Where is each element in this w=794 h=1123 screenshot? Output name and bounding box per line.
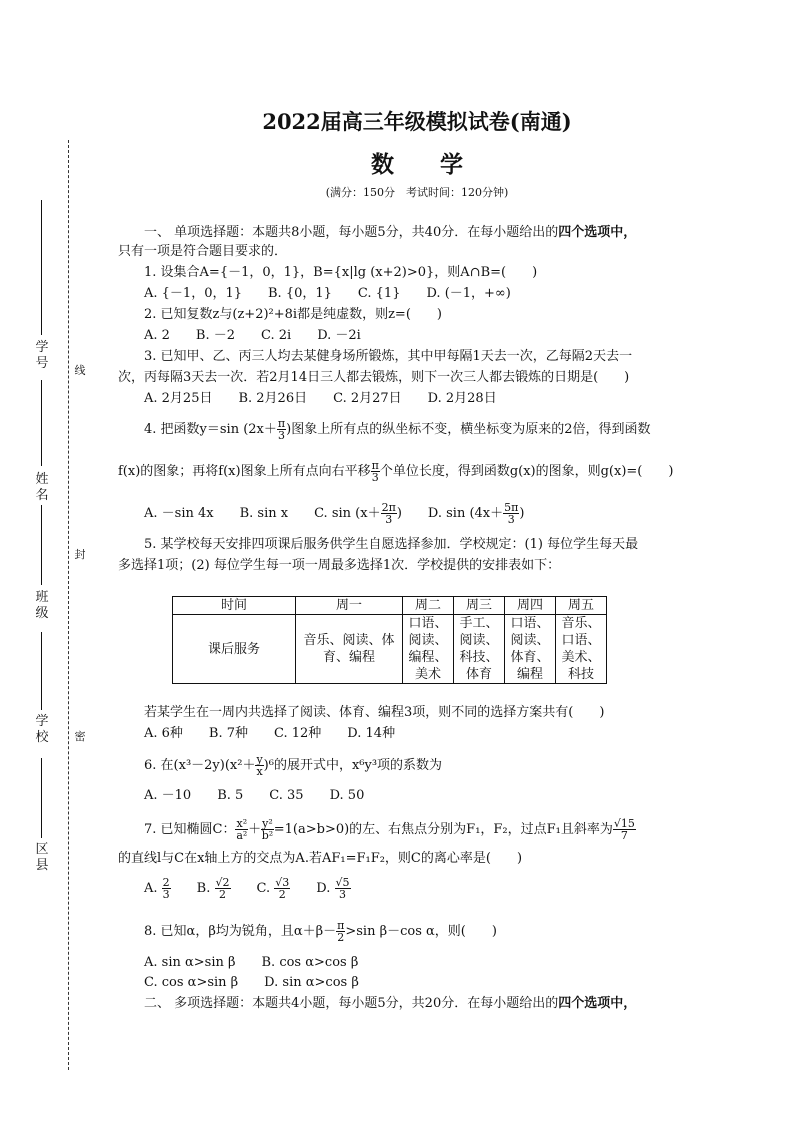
q3-options: A. 2月25日 B. 2月26日 C. 2月27日 D. 2月28日 [144, 391, 497, 406]
q5-stem-line1: 5. 某学校每天安排四项课后服务供学生自愿选择参加．学校规定：(1) 每位学生每天最 [144, 537, 639, 552]
exam-info: (满分：150分 考试时间：120分钟) [325, 186, 509, 199]
q5-options: A. 6种 B. 7种 C. 12种 D. 14种 [144, 726, 396, 741]
seal-char-secret: 密 [74, 730, 86, 743]
label-class: 班级 [35, 590, 49, 621]
q4-stem-line1: 4. 把函数y＝sin (2x＋ $\frac{\pi}{3}$ )图象上所有点的纵坐标不变，横坐标变为原来的2倍，得到函数 [144, 417, 651, 442]
table-cell: 音乐、阅读、体 育、编程 [296, 615, 403, 684]
exam-title: 2022届高三年级模拟试卷(南通) [262, 109, 572, 134]
label-name: 姓名 [35, 472, 49, 503]
q2-options: A. 2 B. －2 C. 2i D. －2i [144, 328, 361, 343]
q3-stem-line2: 次，丙每隔3天去一次．若2月14日三人都去锻炼，则下一次三人都去锻炼的日期是( ) [118, 370, 630, 385]
label-school: 学校 [35, 714, 49, 745]
section2-heading: 二、 多项选择题：本题共4小题，每小题5分，共20分．在每小题给出的四个选项中， [144, 996, 637, 1011]
q6-options: A. －10 B. 5 C. 35 D. 50 [144, 788, 365, 803]
blank-name [41, 380, 42, 466]
q7-options: A. $\frac{2}{3}$ B. $\frac{√2}{2}$ C. $\frac{√3}{2}$ D. $\frac{√5}{3}$ [144, 876, 350, 901]
q8-options-row1: A. sin α>sin β B. cos α>cos β [144, 955, 359, 970]
table-cell: 音乐、 口语、 美术、 科技 [556, 615, 607, 684]
q7-stem-line2: 的直线l与C在x轴上方的交点为A.若AF₁=F₁F₂，则C的离心率是( ) [118, 851, 523, 866]
table-cell: 手工、 阅读、 科技、 体育 [454, 615, 505, 684]
table-header: 周五 [556, 597, 607, 615]
q1-stem: 1. 设集合A={－1，0，1}，B={x|lg (x+2)>0}，则A∩B=( ) [144, 265, 538, 280]
table-header: 周四 [505, 597, 556, 615]
section1-heading: 一、 单项选择题：本题共8小题，每小题5分，共40分．在每小题给出的四个选项中， [144, 225, 637, 240]
table-cell: 口语、 阅读、 体育、 编程 [505, 615, 556, 684]
blank-class [41, 505, 42, 585]
q7-stem-line1: 7. 已知椭圆C： $\frac{\text{x²}}{\text{a²}}$ ＋ $\frac{\text{y²}}{\text{b²}}$ =1(a>b>0)的左、右焦点分别为F₁，F₂，过点F₁且斜率为 $\frac{√15}{7}$ [144, 817, 635, 842]
blank-student-id [41, 200, 42, 335]
table-cell: 口语、 阅读、 编程、 美术 [403, 615, 454, 684]
table-header: 周二 [403, 597, 454, 615]
q4-stem-line2: f(x)的图象；再将f(x)图象上所有点向右平移 $\frac{\pi}{3}$ 个单位长度，得到函数g(x)的图象，则g(x)=( ) [118, 459, 674, 484]
schedule-table [172, 596, 607, 684]
q5-stem-after: 若某学生在一周内共选择了阅读、体育、编程3项，则不同的选择方案共有( ) [144, 705, 605, 720]
q1-options: A. {－1，0，1} B. {0，1} C. {1} D. (－1，+∞) [144, 286, 511, 301]
blank-school [41, 632, 42, 710]
q6-stem: 6. 在(x³－2y)(x²＋ $\frac{y}{x}$ )⁶的展开式中，x⁶y³项的系数为 [144, 753, 443, 778]
seal-char-seal: 封 [74, 548, 86, 561]
label-district: 区县 [35, 842, 49, 873]
subject-title: 数 学 [371, 151, 463, 178]
seal-char-line: 线 [74, 364, 86, 377]
q8-stem: 8. 已知α，β均为锐角，且α＋β－ $\frac{\pi}{2}$ >sin β－cos α，则( ) [144, 919, 497, 944]
table-row-label: 课后服务 [173, 615, 296, 684]
section1-heading-cont: 只有一项是符合题目要求的． [118, 244, 288, 259]
q5-stem-line2: 多选择1项；(2) 每位学生每一项一周最多选择1次．学校提供的安排表如下： [118, 558, 561, 573]
table-header: 周三 [454, 597, 505, 615]
blank-district [41, 758, 42, 838]
label-student-id: 学号 [35, 340, 49, 371]
q4-options: A. －sin 4x B. sin x C. sin (x＋ $\frac{2\pi}{3}$ ) D. sin (4x＋ $\frac{5\pi}{3}$ ) [144, 501, 525, 526]
q2-stem: 2. 已知复数z与(z+2)²+8i都是纯虚数，则z=( ) [144, 307, 442, 322]
q3-stem-line1: 3. 已知甲、乙、丙三人均去某健身场所锻炼，其中甲每隔1天去一次，乙每隔2天去一 [144, 349, 633, 364]
q8-options-row2: C. cos α>sin β D. sin α>cos β [144, 975, 359, 990]
table-header: 时间 [173, 597, 296, 615]
table-header: 周一 [296, 597, 403, 615]
binding-dashed-line [68, 140, 69, 1070]
